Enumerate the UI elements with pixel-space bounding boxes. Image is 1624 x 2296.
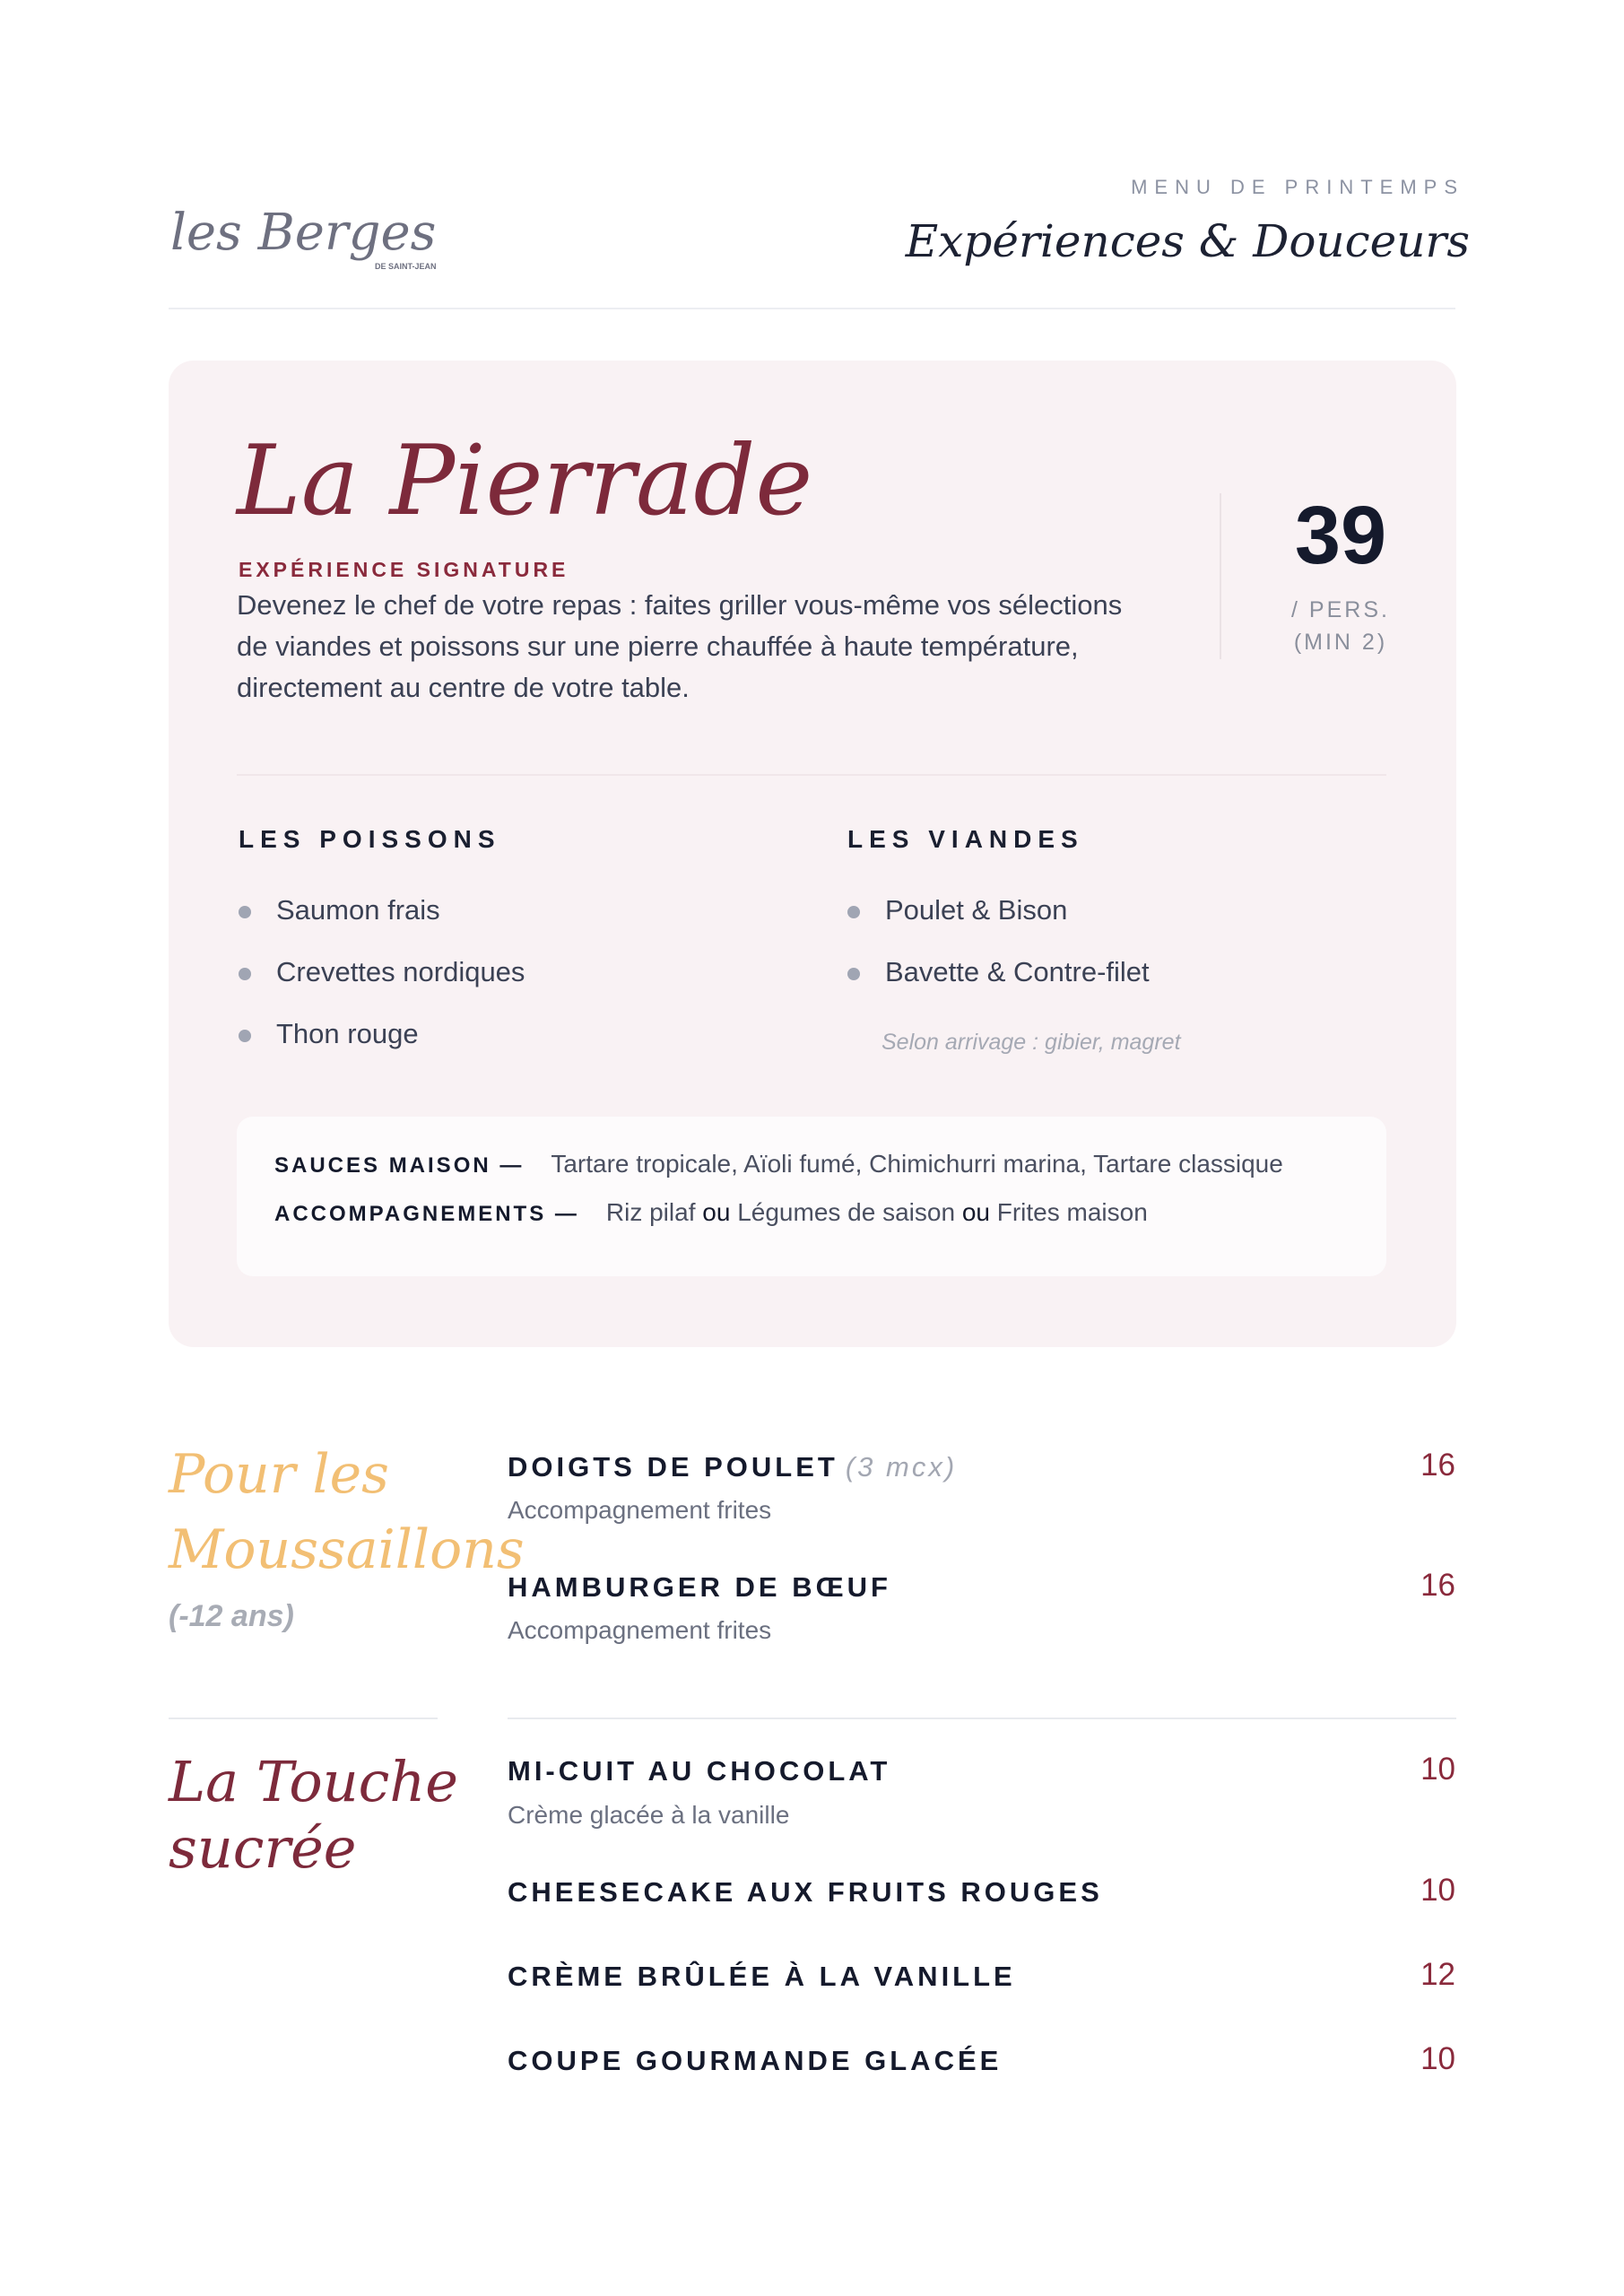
- menu-item-price: 16: [1420, 1448, 1455, 1483]
- menu-item-name: [508, 1451, 957, 1483]
- price-divider: [1220, 493, 1221, 659]
- menu-item-price: 16: [1420, 1568, 1455, 1603]
- sauces-sides-box: [237, 1117, 1386, 1276]
- signature-price: 39: [1294, 490, 1387, 581]
- menu-kicker: MENU DE PRINTEMPS: [1131, 176, 1464, 198]
- card-divider: [237, 774, 1386, 776]
- bullet-icon: [239, 906, 251, 918]
- fish-item-label: Saumon frais: [276, 894, 440, 926]
- item-quantity: (3 mcx): [845, 1451, 958, 1483]
- fish-heading: LES POISSONS: [239, 825, 501, 853]
- desserts-title-line: La Touche: [169, 1749, 458, 1814]
- menu-item-description: Accompagnement frites: [508, 1616, 772, 1644]
- menu-item-description: Crème glacée à la vanille: [508, 1801, 790, 1829]
- sauces-row: [274, 1150, 1283, 1178]
- side-option: Riz pilaf: [605, 1198, 696, 1226]
- section-divider: [508, 1718, 1456, 1719]
- kids-section-title: [169, 1437, 525, 1587]
- list-item: [846, 956, 1384, 1021]
- sauces-label: SAUCES MAISON —: [274, 1153, 525, 1178]
- signature-title: La Pierrade: [237, 425, 813, 537]
- menu-item-name: CRÈME BRÛLÉE À LA VANILLE: [508, 1961, 1016, 1992]
- menu-item-name: MI-CUIT AU CHOCOLAT: [508, 1755, 891, 1787]
- sauces-text: Tartare tropicale, Aïoli fumé, Chimichurri marina, Tartare classique: [551, 1150, 1283, 1178]
- menu-subtitle: Expériences & Douceurs: [905, 215, 1470, 267]
- side-option: Légumes de saison: [737, 1198, 956, 1226]
- menu-item-price: 10: [1420, 2041, 1455, 2076]
- menu-item-price: 10: [1420, 1873, 1455, 1908]
- signature-description: [237, 585, 1178, 709]
- header-divider: [169, 308, 1455, 309]
- section-divider: [169, 1718, 438, 1719]
- side-or: ou: [961, 1198, 990, 1226]
- menu-item-description: Accompagnement frites: [508, 1496, 772, 1524]
- sides-row: [274, 1198, 1148, 1227]
- description-line: de viandes et poissons sur une pierre chauffée à haute température,: [237, 631, 1079, 662]
- bullet-icon: [847, 968, 860, 980]
- meat-list: [846, 894, 1384, 1021]
- menu-item-name: COUPE GOURMANDE GLACÉE: [508, 2045, 1003, 2076]
- menu-item-name: CHEESECAKE AUX FRUITS ROUGES: [508, 1876, 1103, 1908]
- desserts-title-line: sucrée: [169, 1815, 357, 1881]
- menu-item-name: HAMBURGER DE BŒUF: [508, 1571, 891, 1603]
- meat-heading: LES VIANDES: [847, 825, 1084, 853]
- fish-item-label: Thon rouge: [276, 1018, 419, 1049]
- meat-item-label: Poulet & Bison: [885, 894, 1068, 926]
- kids-title-line: Pour les: [169, 1443, 389, 1506]
- list-item: [237, 956, 775, 1021]
- desserts-section-title: [169, 1749, 458, 1882]
- fish-item-label: Crevettes nordiques: [276, 956, 525, 987]
- kids-age-note: (-12 ans): [169, 1599, 294, 1633]
- meat-item-label: Bavette & Contre-filet: [885, 956, 1150, 987]
- bullet-icon: [239, 1030, 251, 1042]
- description-line: Devenez le chef de votre repas : faites griller vous-même vos sélections: [237, 589, 1123, 621]
- sides-label: ACCOMPAGNEMENTS —: [274, 1202, 579, 1226]
- description-line: directement au centre de votre table.: [237, 672, 690, 703]
- svg-text:DE SAINT-JEAN: DE SAINT-JEAN: [375, 262, 437, 271]
- item-name-text: DOIGTS DE POULET: [508, 1451, 838, 1483]
- list-item: [237, 1018, 775, 1083]
- fish-list: [237, 894, 775, 1083]
- side-option: Frites maison: [996, 1198, 1148, 1226]
- list-item: [846, 894, 1384, 959]
- restaurant-logo: [170, 179, 457, 278]
- menu-item-price: 10: [1420, 1752, 1455, 1787]
- bullet-icon: [847, 906, 860, 918]
- side-or: ou: [702, 1198, 731, 1226]
- signature-price-unit: [1255, 594, 1426, 658]
- menu-item-price: 12: [1420, 1957, 1455, 1992]
- kids-title-line: Moussaillons: [169, 1518, 525, 1581]
- price-per-person: / PERS.: [1291, 597, 1390, 622]
- signature-tag: EXPÉRIENCE SIGNATURE: [239, 558, 569, 581]
- meat-note: Selon arrivage : gibier, magret: [881, 1030, 1181, 1055]
- price-minimum: (MIN 2): [1293, 630, 1388, 655]
- list-item: [237, 894, 775, 959]
- bullet-icon: [239, 968, 251, 980]
- svg-text:les Berges: les Berges: [170, 204, 437, 262]
